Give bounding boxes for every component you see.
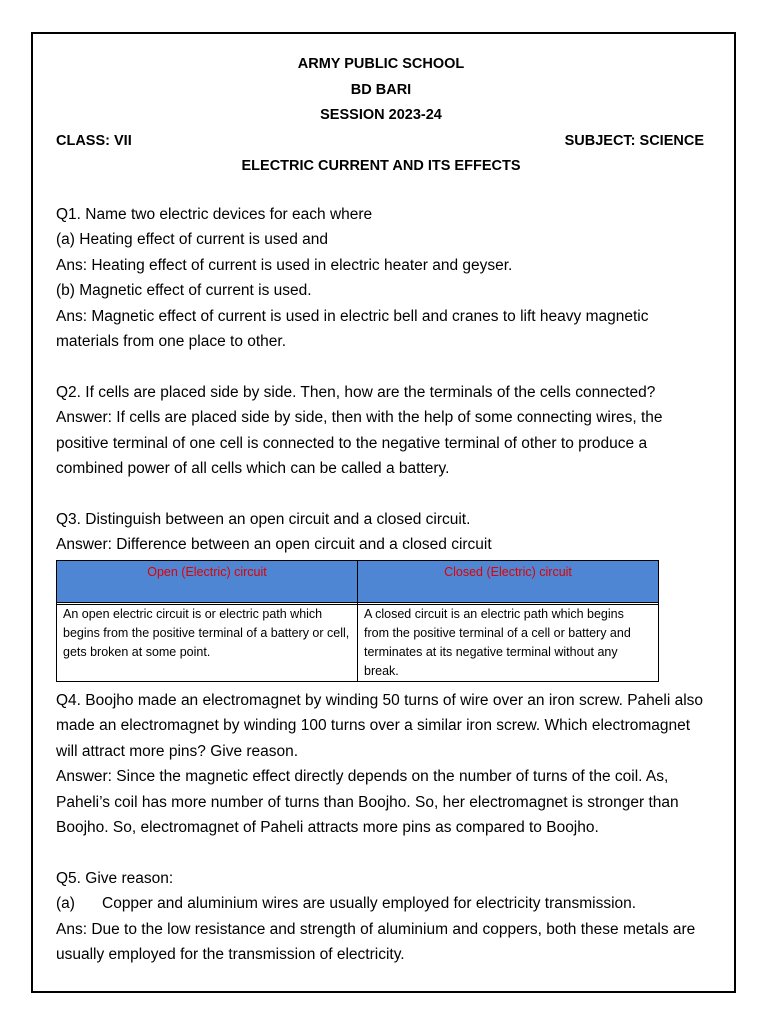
q1-part-a: (a) Heating effect of current is used and bbox=[56, 231, 328, 248]
q2-question: Q2. If cells are placed side by side. Then, how are the terminals of the cells connected? bbox=[56, 383, 656, 401]
class-label: CLASS: VII bbox=[56, 132, 132, 149]
subject-label: SUBJECT: SCIENCE bbox=[564, 132, 704, 149]
q5-answer: Ans: Due to the low resistance and strength of aluminium and coppers, both these metals are usually employed for the transmission of electricity. bbox=[56, 920, 696, 963]
q5-question: Q5. Give reason: bbox=[56, 869, 174, 887]
document-content bbox=[56, 52, 706, 968]
q5-part-a-text: Copper and aluminium wires are usually employed for electricity transmission. bbox=[102, 895, 637, 912]
topic-title: ELECTRIC CURRENT AND ITS EFFECTS bbox=[241, 158, 521, 174]
q4-answer: Answer: Since the magnetic effect directly depends on the number of turns of the coil. As, Paheli’s coil has more number of turns than Boojho. So, her electromagnet is stronger than Boojho. So, electromagnet of Paheli attracts more pins as compared to Boojho. bbox=[56, 768, 679, 836]
q1-part-b: (b) Magnetic effect of current is used. bbox=[56, 282, 312, 299]
q5-part-a-label: (a) bbox=[56, 895, 75, 912]
table-header-closed: Closed (Electric) circuit bbox=[358, 560, 659, 602]
table-row bbox=[57, 604, 659, 681]
q5-part-a bbox=[56, 891, 706, 917]
table-cell-open: An open electric circuit is or electric path which begins from the positive terminal of a battery or cell, gets broken at some point. bbox=[57, 604, 358, 681]
q1-answer-a: Ans: Heating effect of current is used in electric heater and geyser. bbox=[56, 256, 513, 274]
session: SESSION 2023-24 bbox=[320, 107, 442, 123]
school-name: ARMY PUBLIC SCHOOL bbox=[297, 56, 465, 72]
table-header-row bbox=[57, 560, 659, 602]
q3-question: Q3. Distinguish between an open circuit and a closed circuit. bbox=[56, 510, 471, 528]
school-branch: BD BARI bbox=[350, 81, 412, 98]
q2-answer: Answer: If cells are placed side by side, then with the help of some connecting wires, the positive terminal of one cell is connected to the negative terminal of other to produce a combined power of all cells which can be called a battery. bbox=[56, 409, 663, 477]
class-subject-row bbox=[56, 129, 706, 155]
q1-question: Q1. Name two electric devices for each where bbox=[56, 205, 373, 223]
q3-answer: Answer: Difference between an open circuit and a closed circuit bbox=[56, 536, 492, 553]
q4-question: Q4. Boojho made an electromagnet by winding 50 turns of wire over an iron screw. Paheli also made an electromagnet by winding 100 turns over a similar iron screw. Which electromagnet will attract more pins? Give reason. bbox=[56, 691, 704, 760]
table-cell-closed: A closed circuit is an electric path which begins from the positive terminal of a cell or battery and terminates at its negative terminal without any break. bbox=[358, 604, 659, 681]
circuit-comparison-table bbox=[56, 560, 659, 682]
q1-answer-b: Ans: Magnetic effect of current is used in electric bell and cranes to lift heavy magnetic materials from one place to other. bbox=[56, 307, 649, 350]
table-header-open: Open (Electric) circuit bbox=[57, 560, 358, 602]
